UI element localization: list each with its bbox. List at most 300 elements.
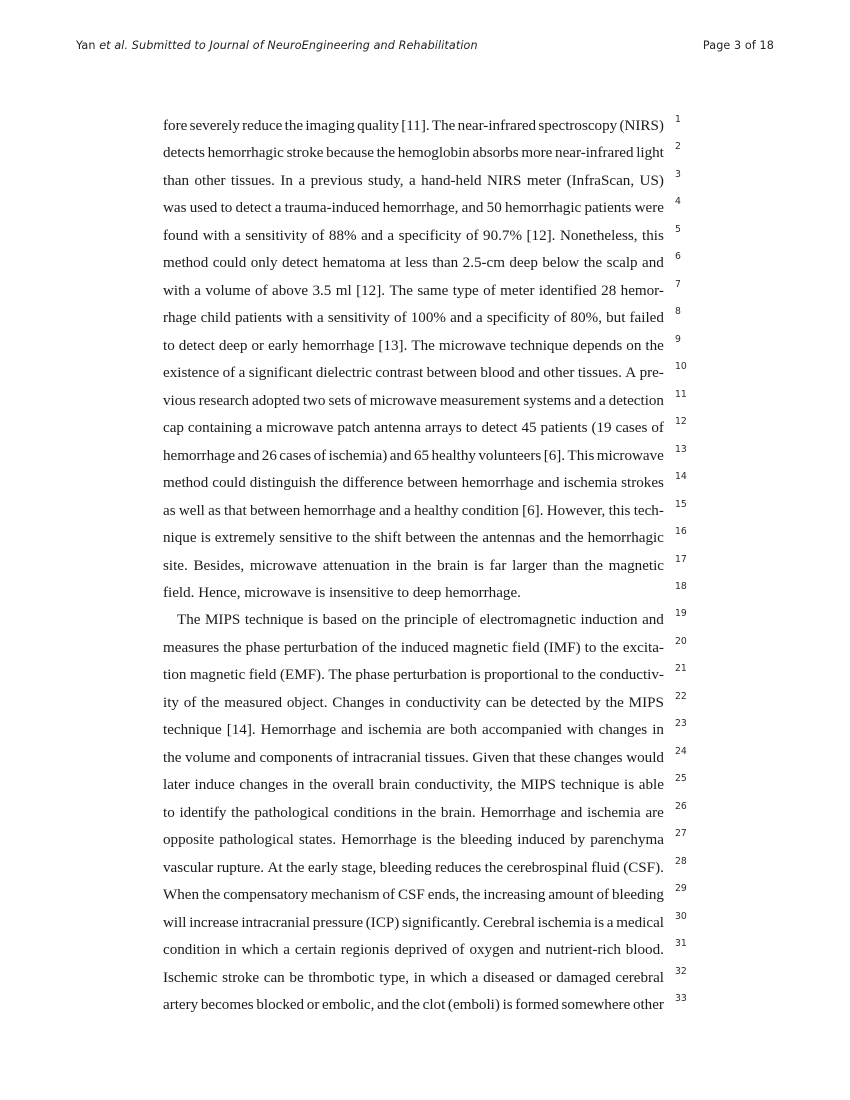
word: light bbox=[636, 145, 664, 162]
word: detect bbox=[481, 420, 518, 437]
text-line-row bbox=[163, 415, 687, 442]
word: vious bbox=[163, 392, 196, 409]
word: hemorrhage, bbox=[382, 200, 459, 217]
word: (IMF) bbox=[543, 639, 581, 656]
word: this bbox=[608, 502, 631, 519]
line-number: 30 bbox=[675, 910, 687, 922]
word: (InfraScan, bbox=[566, 172, 635, 189]
word: is bbox=[308, 612, 319, 629]
text-line-row bbox=[163, 772, 687, 799]
word: based bbox=[322, 612, 358, 629]
text-line-row bbox=[163, 662, 687, 689]
word: pathological bbox=[254, 804, 329, 821]
word: states. bbox=[298, 832, 337, 849]
word: and bbox=[518, 365, 540, 382]
word: the bbox=[600, 639, 619, 656]
word: becomes bbox=[200, 997, 254, 1013]
word: (CSF). bbox=[623, 859, 664, 876]
word: below bbox=[542, 255, 580, 272]
word: amount bbox=[548, 887, 594, 904]
word: hemoglobin bbox=[397, 145, 470, 162]
line-number: 9 bbox=[675, 333, 681, 345]
word: detect bbox=[178, 337, 215, 354]
word: hand-held bbox=[421, 172, 482, 189]
word: a bbox=[387, 227, 395, 244]
word: healthy bbox=[414, 502, 459, 519]
word: with bbox=[202, 227, 230, 244]
text-line bbox=[163, 882, 664, 909]
word: stroke bbox=[286, 145, 324, 162]
word: antenna bbox=[373, 420, 421, 437]
word: the bbox=[201, 887, 221, 904]
running-header bbox=[76, 39, 774, 57]
word: electromagnetic bbox=[479, 612, 576, 629]
word: 28 bbox=[601, 282, 617, 299]
word: certain bbox=[294, 942, 336, 959]
word: than bbox=[163, 172, 189, 189]
word: but bbox=[606, 310, 626, 327]
word: type, bbox=[379, 969, 410, 986]
word: embolic, bbox=[322, 997, 375, 1013]
word: detection bbox=[608, 392, 664, 409]
word: accompanied bbox=[482, 722, 562, 739]
word: bleeding bbox=[611, 887, 664, 904]
word: deprived bbox=[394, 942, 448, 959]
word: the bbox=[381, 612, 400, 629]
word: study, bbox=[368, 172, 404, 189]
word: the bbox=[284, 118, 304, 134]
word: larger bbox=[512, 557, 548, 574]
text-line bbox=[163, 607, 664, 634]
word: between bbox=[407, 475, 458, 492]
text-line-row bbox=[163, 305, 681, 332]
line-number: 26 bbox=[675, 800, 687, 812]
text-line-row bbox=[163, 937, 687, 964]
line-number: 23 bbox=[675, 718, 687, 730]
word: would bbox=[626, 749, 664, 766]
word: early bbox=[307, 859, 339, 876]
word: of bbox=[465, 227, 479, 244]
word: to bbox=[163, 337, 175, 354]
text-line-row bbox=[163, 607, 687, 634]
word: could bbox=[212, 475, 246, 492]
word: 90.7% bbox=[483, 227, 523, 244]
text-line-row bbox=[163, 882, 687, 909]
word: later bbox=[163, 777, 190, 794]
word: which bbox=[241, 942, 279, 959]
word: tissues. bbox=[577, 365, 622, 382]
word: (emboli) bbox=[447, 997, 500, 1013]
text-line bbox=[163, 717, 664, 744]
word: microwave bbox=[596, 447, 664, 464]
line-number: 17 bbox=[675, 553, 687, 565]
word: extremely bbox=[214, 530, 276, 547]
word: be bbox=[289, 969, 304, 986]
word: a bbox=[234, 227, 241, 244]
word: between bbox=[249, 502, 301, 519]
text-line-row bbox=[163, 717, 687, 744]
word: can bbox=[263, 969, 285, 986]
word: a bbox=[238, 365, 246, 382]
line-number: 16 bbox=[675, 526, 687, 538]
word: other bbox=[194, 172, 226, 189]
word: are bbox=[426, 722, 446, 739]
word: and bbox=[537, 475, 560, 492]
word: When bbox=[163, 887, 200, 904]
word: oxygen bbox=[469, 942, 514, 959]
text-line bbox=[163, 772, 664, 799]
word: pathological bbox=[219, 832, 294, 849]
text-line-row bbox=[163, 827, 687, 854]
word: reduce bbox=[242, 118, 283, 134]
text-line bbox=[163, 855, 664, 882]
word: and bbox=[341, 722, 363, 739]
word: induction bbox=[580, 612, 638, 629]
word: in bbox=[401, 804, 413, 821]
text-line-row bbox=[163, 525, 687, 552]
line-number: 27 bbox=[675, 828, 687, 840]
word: microwave bbox=[249, 557, 317, 574]
word: perturbation bbox=[393, 667, 467, 684]
word: be bbox=[511, 694, 526, 711]
word: microwave bbox=[266, 420, 334, 437]
word: field bbox=[248, 667, 277, 684]
word: [11]. bbox=[401, 118, 430, 134]
word: the bbox=[645, 337, 664, 354]
word: the bbox=[378, 639, 397, 656]
word: that bbox=[224, 502, 247, 519]
word: far bbox=[489, 557, 507, 574]
word: trauma-induced bbox=[284, 200, 380, 217]
word: Hemorrhage bbox=[341, 832, 417, 849]
text-line-row bbox=[163, 635, 687, 662]
word: object. bbox=[286, 694, 328, 711]
word: attenuation bbox=[322, 557, 390, 574]
word: to bbox=[584, 639, 597, 656]
word: to bbox=[465, 420, 478, 437]
word: pressure bbox=[312, 914, 364, 931]
word: Ischemic bbox=[163, 969, 218, 986]
word: MIPS bbox=[205, 612, 241, 629]
word: induced bbox=[517, 832, 566, 849]
text-line bbox=[163, 415, 664, 442]
word: rhage bbox=[163, 310, 197, 327]
word: meter bbox=[500, 282, 535, 299]
word: and bbox=[642, 255, 664, 272]
word: In bbox=[280, 172, 293, 189]
text-line-row bbox=[163, 333, 681, 360]
line-number: 24 bbox=[675, 745, 687, 757]
word: microwave bbox=[369, 392, 437, 409]
word: of bbox=[222, 365, 236, 382]
word: at bbox=[389, 255, 401, 272]
text-line-row bbox=[163, 965, 687, 992]
word: sensitive bbox=[279, 530, 333, 547]
word: strokes bbox=[621, 475, 664, 492]
word: shift bbox=[374, 530, 402, 547]
word: Nonetheless, bbox=[559, 227, 638, 244]
word: ischemia bbox=[367, 722, 422, 739]
word: hemorrhage bbox=[461, 475, 534, 492]
word: nique bbox=[163, 530, 197, 547]
word: a bbox=[598, 392, 606, 409]
word: are bbox=[645, 804, 664, 821]
word: of bbox=[183, 694, 197, 711]
word: ends, bbox=[427, 887, 460, 904]
word: thrombotic bbox=[308, 969, 375, 986]
text-line-row bbox=[163, 278, 681, 305]
word: detected bbox=[530, 694, 581, 711]
word: magnetic bbox=[189, 667, 246, 684]
word: adopted bbox=[252, 392, 300, 409]
word: detect bbox=[235, 200, 272, 217]
word: proportional bbox=[484, 667, 559, 684]
text-line bbox=[163, 195, 664, 222]
word: in bbox=[413, 969, 426, 986]
word: The bbox=[177, 612, 201, 629]
text-line-row bbox=[163, 388, 687, 415]
word: severely bbox=[189, 118, 240, 134]
word: a bbox=[194, 282, 201, 299]
word: hemorrhagic bbox=[207, 145, 284, 162]
word: same bbox=[417, 282, 449, 299]
word: hemorrhagic bbox=[504, 200, 582, 217]
word: [6]. bbox=[522, 502, 544, 519]
word: with bbox=[163, 282, 190, 299]
word: of bbox=[394, 310, 407, 327]
text-line-row bbox=[163, 745, 687, 772]
word: significantly. bbox=[402, 914, 481, 931]
word: these bbox=[539, 749, 571, 766]
text-line bbox=[163, 443, 664, 470]
line-number: 15 bbox=[675, 498, 687, 510]
word: somewhere bbox=[561, 997, 631, 1013]
word: (NIRS) bbox=[619, 118, 664, 134]
word: the bbox=[401, 997, 420, 1013]
word: field bbox=[512, 639, 540, 656]
word: in bbox=[292, 777, 305, 794]
word: 88% bbox=[328, 227, 357, 244]
word: could bbox=[212, 255, 247, 272]
word: less bbox=[405, 255, 428, 272]
word: 50 bbox=[486, 200, 502, 217]
word: existence bbox=[163, 365, 220, 382]
text-line-row bbox=[163, 250, 681, 277]
word: hemorrhage bbox=[303, 502, 376, 519]
word: CSF bbox=[397, 887, 425, 904]
word: identified bbox=[538, 282, 597, 299]
word: the bbox=[584, 557, 603, 574]
word: method bbox=[163, 475, 209, 492]
word: pre- bbox=[639, 365, 664, 382]
word: near-infrared bbox=[555, 145, 634, 162]
word: sensitivity bbox=[245, 227, 308, 244]
word: research bbox=[198, 392, 250, 409]
word: bleeding bbox=[460, 832, 513, 849]
word: opposite bbox=[163, 832, 215, 849]
word: contrast bbox=[375, 365, 424, 382]
word: sets bbox=[328, 392, 352, 409]
word: sensitivity bbox=[327, 310, 390, 327]
word: the bbox=[577, 667, 596, 684]
word: patients bbox=[584, 200, 632, 217]
word: is bbox=[421, 832, 432, 849]
word: and bbox=[574, 392, 596, 409]
word: the bbox=[497, 777, 516, 794]
text-line-row bbox=[163, 553, 687, 580]
word: distinguish bbox=[249, 475, 317, 492]
word: conditions bbox=[333, 804, 397, 821]
text-line bbox=[163, 140, 664, 167]
word: of bbox=[651, 420, 664, 437]
line-number: 12 bbox=[675, 416, 687, 428]
word: [12]. bbox=[356, 282, 386, 299]
word: hematoma bbox=[322, 255, 386, 272]
word: to bbox=[336, 530, 348, 547]
word: excita- bbox=[622, 639, 664, 656]
word: Given bbox=[472, 749, 510, 766]
word: and bbox=[378, 502, 401, 519]
word: is bbox=[502, 997, 513, 1013]
text-line-row bbox=[163, 113, 681, 140]
word: deep bbox=[218, 337, 248, 354]
word: a bbox=[404, 502, 411, 519]
word: A bbox=[625, 365, 637, 382]
word: cap bbox=[163, 420, 184, 437]
word: and bbox=[560, 804, 583, 821]
word: and bbox=[377, 997, 399, 1013]
line-number: 18 bbox=[675, 580, 687, 592]
word: magnetic bbox=[608, 557, 664, 574]
word: early bbox=[268, 337, 299, 354]
word: brain bbox=[437, 557, 469, 574]
word: and bbox=[389, 447, 412, 464]
word: conductivity, bbox=[414, 777, 493, 794]
line-number: 8 bbox=[675, 306, 681, 318]
word: imaging bbox=[305, 118, 355, 134]
word: [6]. bbox=[543, 447, 566, 464]
text-line bbox=[163, 937, 664, 964]
word: absorbs bbox=[472, 145, 519, 162]
text-line-row bbox=[163, 470, 687, 497]
text-line: field. Hence, microwave is insensitive to deep hemorrhage. bbox=[163, 584, 521, 601]
word: and bbox=[642, 612, 664, 629]
line-number: 6 bbox=[675, 251, 681, 263]
word: by bbox=[585, 694, 601, 711]
word: of bbox=[382, 887, 396, 904]
word: formed bbox=[515, 997, 559, 1013]
word: is bbox=[473, 557, 484, 574]
line-number: 10 bbox=[675, 361, 687, 373]
word: only bbox=[250, 255, 278, 272]
word: of bbox=[336, 749, 349, 766]
line-number: 11 bbox=[675, 388, 687, 400]
word: bleeding bbox=[379, 859, 432, 876]
word: a bbox=[476, 310, 483, 327]
word: the bbox=[565, 530, 584, 547]
word: two bbox=[302, 392, 326, 409]
text-line bbox=[163, 992, 664, 1019]
word: will bbox=[163, 914, 187, 931]
word: 80%, bbox=[570, 310, 602, 327]
line-number: 19 bbox=[675, 608, 687, 620]
word: hemor- bbox=[620, 282, 664, 299]
text-line-row bbox=[163, 580, 687, 607]
word: can bbox=[485, 694, 507, 711]
word: changes bbox=[573, 749, 623, 766]
word: and bbox=[234, 749, 256, 766]
word: (19 bbox=[591, 420, 612, 437]
text-line bbox=[163, 553, 664, 580]
word: medical bbox=[616, 914, 664, 931]
word: containing bbox=[187, 420, 252, 437]
word: induce bbox=[194, 777, 235, 794]
word: [12]. bbox=[526, 227, 556, 244]
text-line bbox=[163, 333, 664, 360]
word: more bbox=[521, 145, 553, 162]
line-number: 5 bbox=[675, 223, 681, 235]
word: with bbox=[286, 310, 313, 327]
word: 45 bbox=[521, 420, 537, 437]
word: the bbox=[201, 694, 220, 711]
word: patients bbox=[540, 420, 588, 437]
word: detect bbox=[281, 255, 319, 272]
word: changes bbox=[239, 777, 289, 794]
text-line-row bbox=[163, 855, 687, 882]
line-number: 14 bbox=[675, 471, 687, 483]
word: the bbox=[351, 530, 371, 547]
word: measures bbox=[163, 639, 220, 656]
word: MIPS bbox=[628, 694, 664, 711]
word: quality bbox=[357, 118, 399, 134]
word: a bbox=[317, 310, 324, 327]
word: The bbox=[389, 282, 413, 299]
word: the bbox=[231, 804, 250, 821]
word: cases bbox=[615, 420, 648, 437]
word: in bbox=[652, 722, 664, 739]
word: compensatory bbox=[223, 887, 308, 904]
word: the bbox=[376, 145, 396, 162]
text-line-row bbox=[163, 498, 687, 525]
text-line bbox=[163, 910, 664, 937]
word: is bbox=[624, 777, 635, 794]
word: in bbox=[389, 694, 401, 711]
word: principle bbox=[404, 612, 458, 629]
word: a bbox=[255, 420, 263, 437]
word: parenchyma bbox=[590, 832, 664, 849]
word: specificity bbox=[486, 310, 550, 327]
word: failed bbox=[629, 310, 664, 327]
word: between bbox=[405, 530, 456, 547]
word: near-infrared bbox=[457, 118, 537, 134]
word: intracranial bbox=[241, 914, 311, 931]
word: volume bbox=[205, 282, 251, 299]
word: to bbox=[562, 667, 574, 684]
word: patients bbox=[234, 310, 282, 327]
word: the bbox=[320, 475, 339, 492]
word: induced bbox=[400, 639, 449, 656]
word: overall bbox=[332, 777, 375, 794]
word: and bbox=[518, 942, 541, 959]
line-number: 13 bbox=[675, 443, 687, 455]
word: MIPS bbox=[520, 777, 556, 794]
word: blocked bbox=[256, 997, 305, 1013]
word: of bbox=[553, 310, 567, 327]
word: regionis bbox=[340, 942, 390, 959]
word: hemorrhage bbox=[163, 447, 236, 464]
word: as bbox=[208, 502, 221, 519]
word: Besides, bbox=[193, 557, 245, 574]
